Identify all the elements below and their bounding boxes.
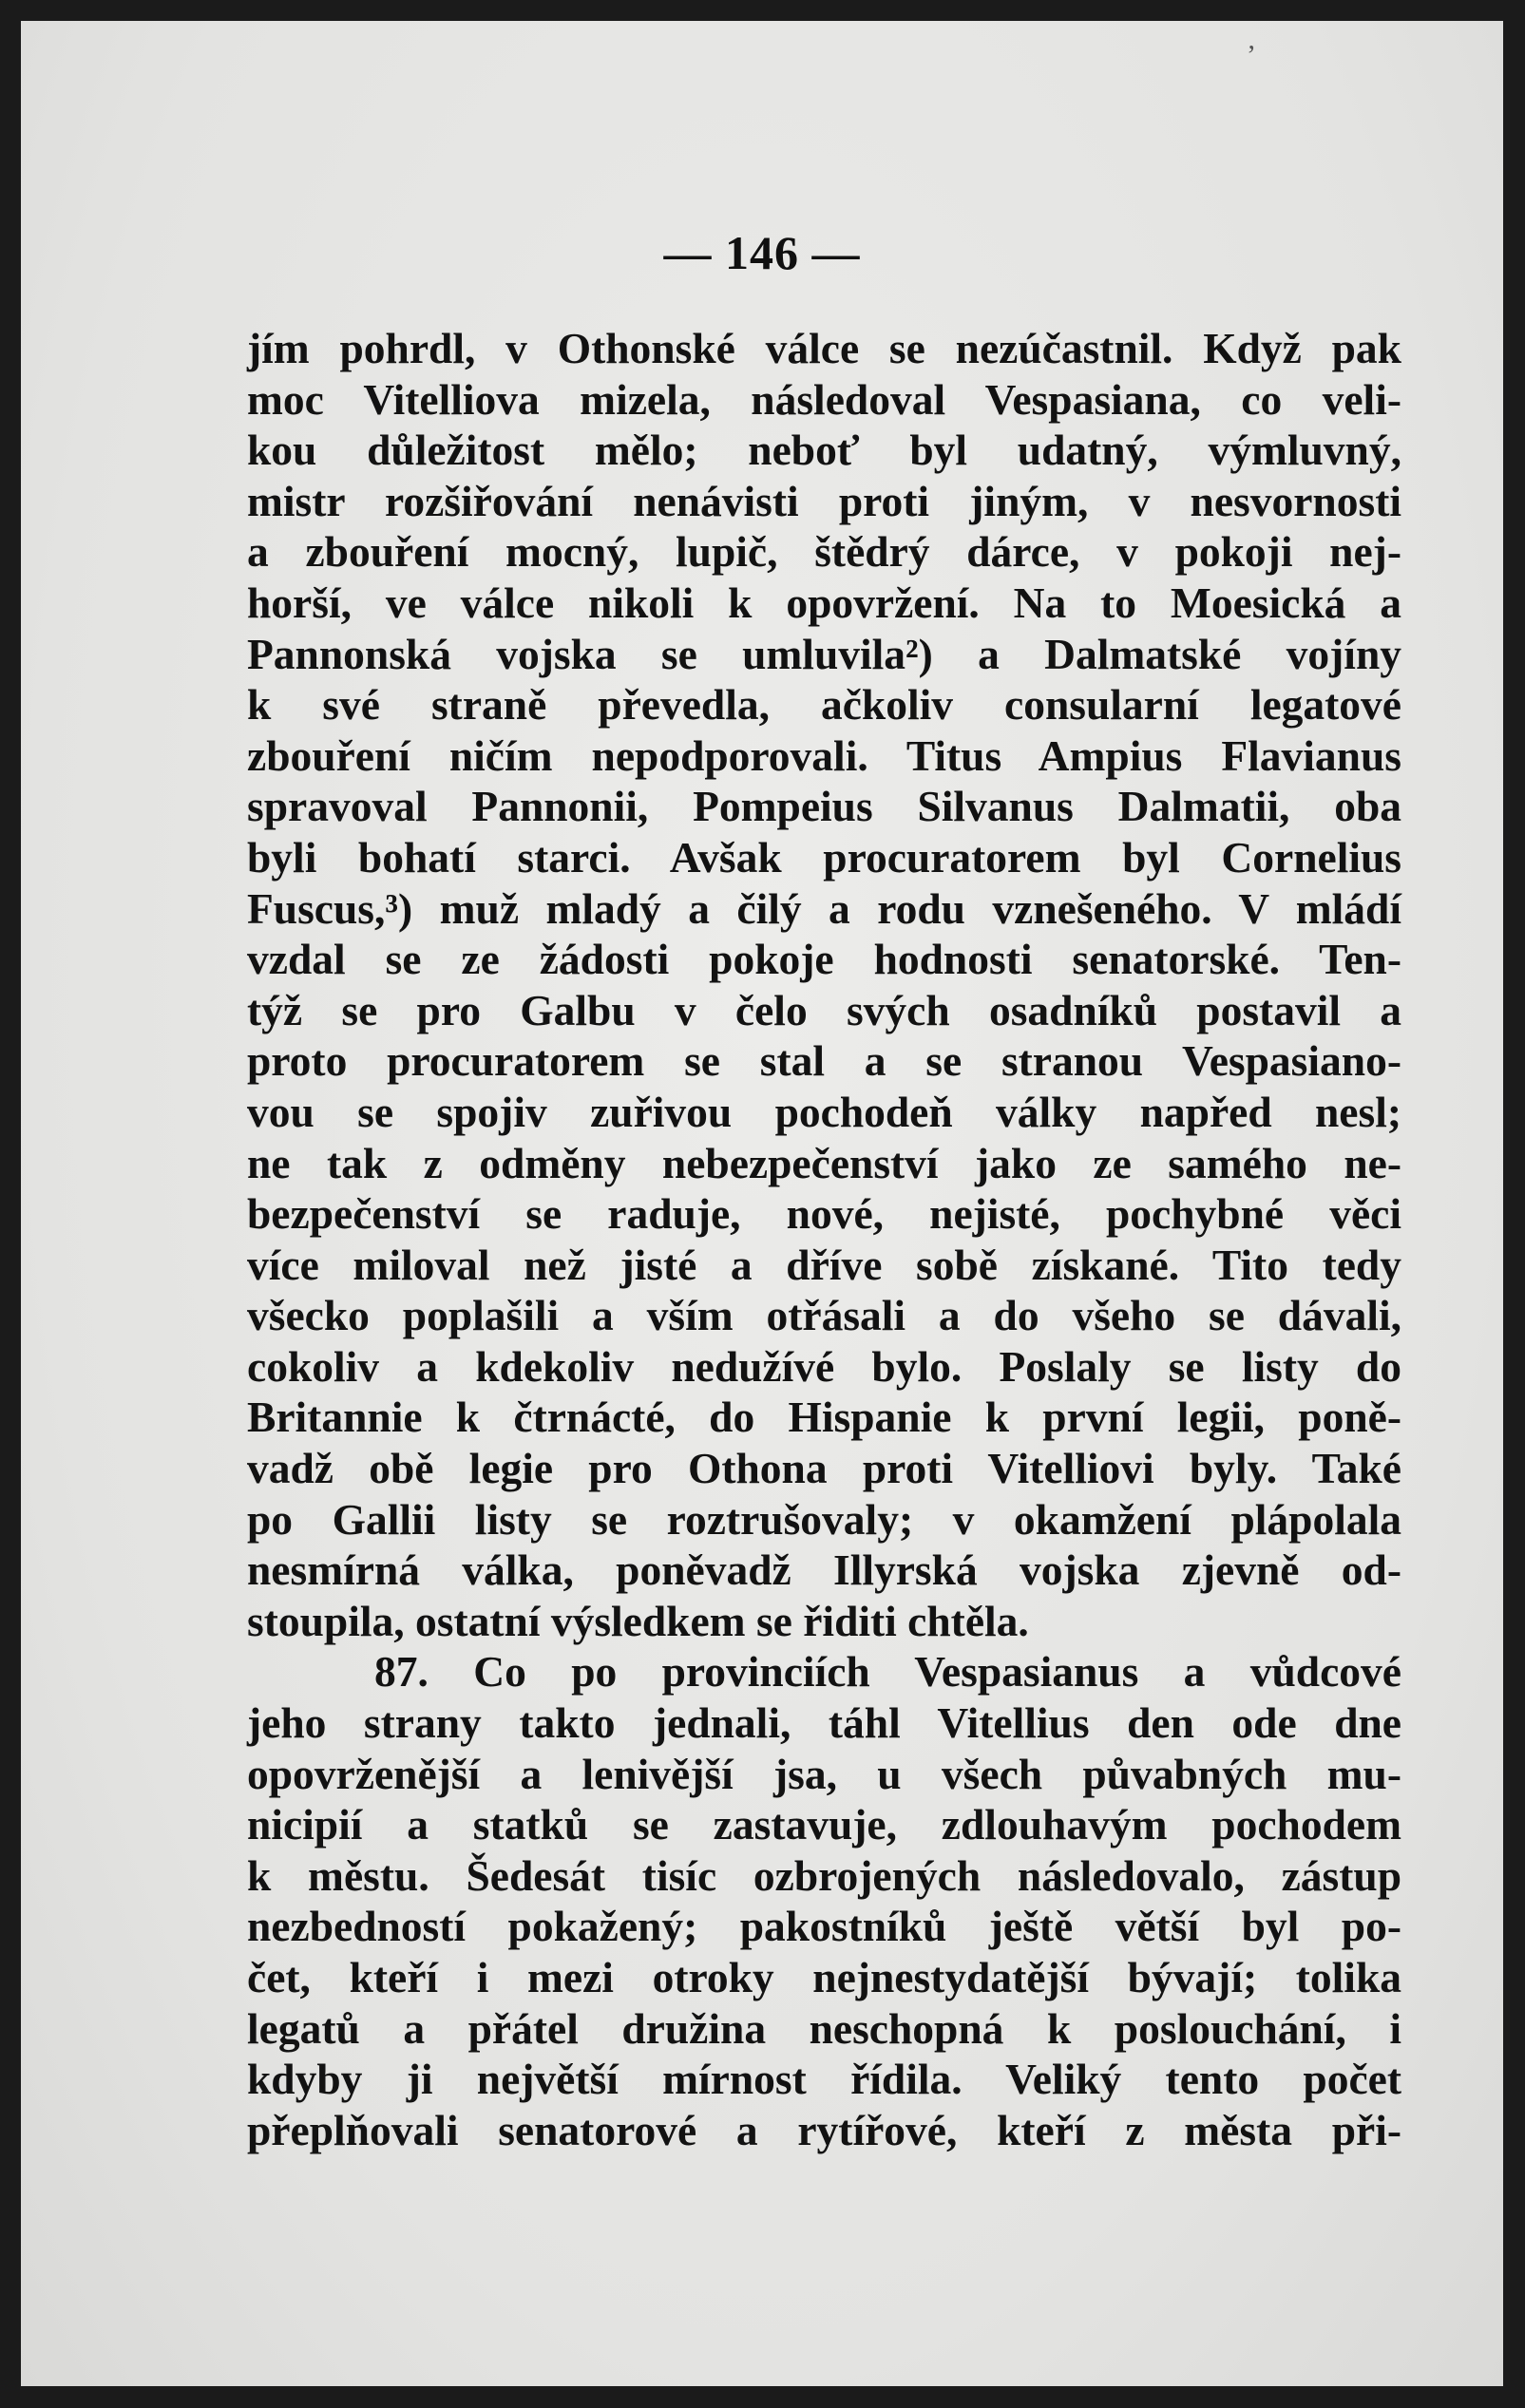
text-line: kou důležitost mělo; neboť byl udatný, výmluvný, (247, 426, 1401, 475)
text-line: byli bohatí starci. Avšak procuratorem byl Cornelius (247, 832, 1401, 882)
text-line: cokoliv a kdekoliv nedužívé bylo. Poslaly se listy do (247, 1341, 1401, 1391)
print-speck: ʼ (1247, 40, 1256, 71)
text-line: k městu. Šedesát tisíc ozbrojených následovalo, zástup (247, 1850, 1401, 1900)
text-line: přeplňovali senatorové a rytířové, kteří z města při- (247, 2105, 1401, 2154)
text-line: Fuscus,³) muž mladý a čilý a rodu vznešeného. V mládí (247, 883, 1401, 933)
text-line: nicipií a statků se zastavuje, zdlouhavým pochodem (247, 1800, 1401, 1849)
text-line: vadž obě legie pro Othona proti Vitelliovi byly. Také (247, 1444, 1401, 1493)
body-text (247, 323, 1401, 2155)
text-line: ne tak z odměny nebezpečenství jako ze samého ne- (247, 1138, 1401, 1187)
text-line: vou se spojiv zuřivou pochodeň války napřed nesl; (247, 1087, 1401, 1136)
text-line: Britannie k čtrnácté, do Hispanie k první legii, poně- (247, 1393, 1401, 1442)
text-line: bezpečenství se raduje, nové, nejisté, pochybné věci (247, 1189, 1401, 1239)
text-line: Pannonská vojska se umluvila²) a Dalmatské vojíny (247, 629, 1401, 678)
text-line: mistr rozšiřování nenávisti proti jiným, v nesvornosti (247, 476, 1401, 525)
text-line: k své straně převedla, ačkoliv consularní legatové (247, 680, 1401, 730)
text-line: nezbedností pokažený; pakostníků ještě větší byl po- (247, 1902, 1401, 1951)
text-line: legatů a přátel družina neschopná k poslouchání, i (247, 2003, 1401, 2053)
text-line: horší, ve válce nikoli k opovržení. Na to Moesická a (247, 578, 1401, 627)
text-line: spravoval Pannonii, Pompeius Silvanus Dalmatii, oba (247, 782, 1401, 831)
text-line: 87. Co po provinciích Vespasianus a vůdcové (374, 1647, 1401, 1697)
text-line: opovrženější a lenivější jsa, u všech půvabných mu- (247, 1749, 1401, 1798)
text-line: všecko poplašili a vším otřásali a do všeho se dávali, (247, 1291, 1401, 1340)
text-line: kdyby ji největší mírnost řídila. Veliký tento počet (247, 2055, 1401, 2104)
text-line: více miloval než jisté a dříve sobě získané. Tito tedy (247, 1240, 1401, 1289)
text-line: moc Vitelliova mizela, následoval Vespasiana, co veli- (247, 374, 1401, 424)
text-line: stoupila, ostatní výsledkem se řiditi chtěla. (247, 1596, 1029, 1645)
text-line: vzdal se ze žádosti pokoje hodnosti senatorské. Ten- (247, 935, 1401, 984)
text-line: a zbouření mocný, lupič, štědrý dárce, v pokoji nej- (247, 527, 1401, 577)
text-line: jím pohrdl, v Othonské válce se nezúčastnil. Když pak (247, 324, 1401, 372)
text-line: proto procuratorem se stal a se stranou Vespasiano- (247, 1036, 1401, 1086)
text-line: po Gallii listy se roztrušovaly; v okamžení plápolala (247, 1494, 1401, 1544)
text-line: jeho strany takto jednali, táhl Vitellius den ode dne (247, 1698, 1401, 1748)
text-line: čet, kteří i mezi otroky nejnestydatější bývají; tolika (247, 1953, 1401, 2001)
text-line: zbouření ničím nepodporovali. Titus Ampius Flavianus (247, 730, 1401, 780)
page-number: — 146 — (663, 226, 861, 279)
book-page (21, 21, 1503, 2386)
text-line: nesmírná válka, poněvadž Illyrská vojska zjevně od- (247, 1545, 1401, 1595)
text-line: týž se pro Galbu v čelo svých osadníků postavil a (247, 985, 1401, 1034)
